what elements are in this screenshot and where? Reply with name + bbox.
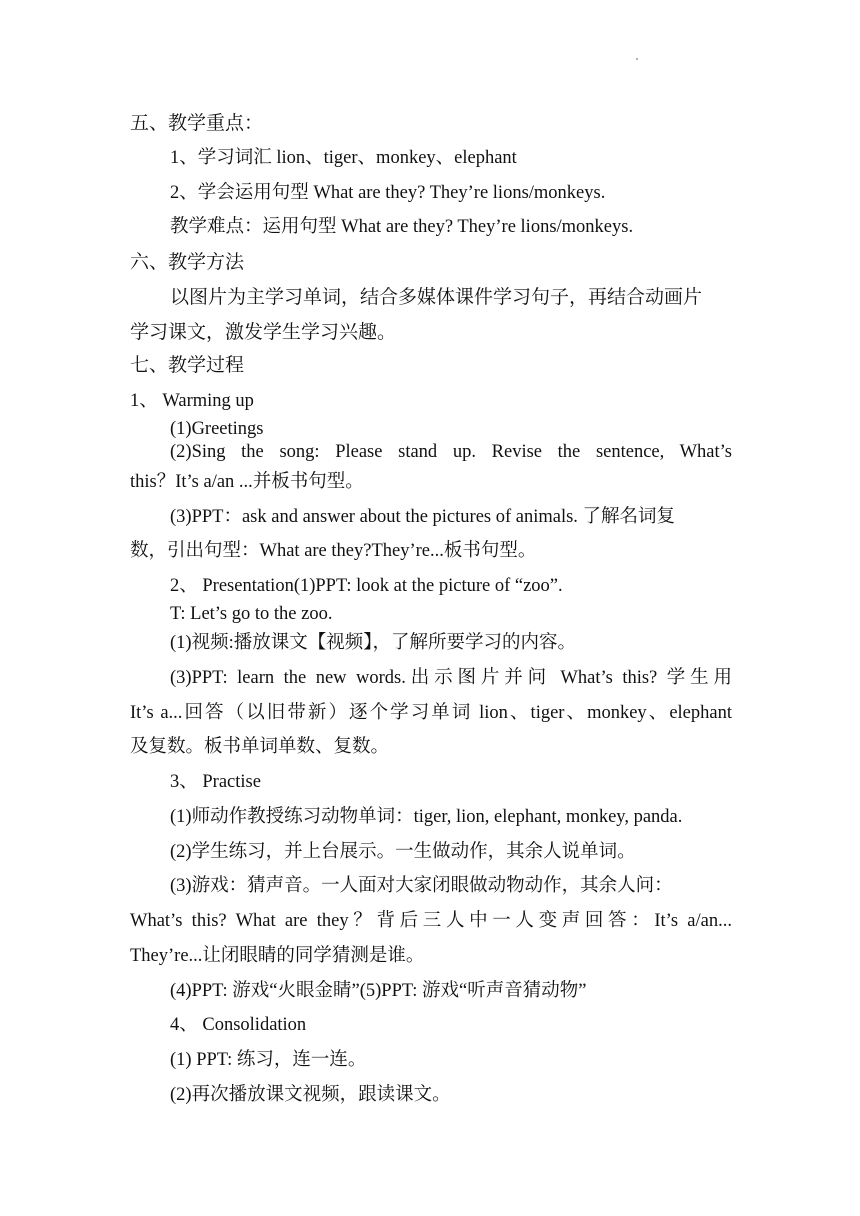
section6-para-line2: 学习课文，激发学生学习兴趣。 (130, 321, 397, 343)
step2-video: (1)视频:播放课文【视频】，了解所要学习的内容。 (170, 633, 576, 653)
step2-words-line1: (3)PPT: learn the new words.出示图片并问 What’s this? 学生用 (170, 668, 732, 688)
step4-c2: (2)再次播放课文视频，跟读课文。 (170, 1085, 451, 1105)
section5-difficulty: 教学难点：运用句型 What are they? They’re lions/monkeys. (170, 217, 634, 237)
section5-heading: 五、教学重点： (130, 112, 264, 134)
step2-words-line2: It’s a...回答（以旧带新）逐个学习单词 lion、tiger、monkey、elephant (130, 703, 732, 723)
step1-title: 1、 Warming up (130, 391, 254, 411)
step1-sing-line1: (2)Sing the song: Please stand up. Revise the sentence, What’s (170, 442, 732, 462)
step2-teacher: T: Let’s go to the zoo. (170, 604, 333, 624)
section7-heading: 七、教学过程 (130, 354, 245, 376)
step4-title: 4、 Consolidation (170, 1015, 307, 1035)
step3-p2: (2)学生练习，并上台展示。一生做动作，其余人说单词。 (170, 842, 636, 862)
step1-sing-line2: this？It’s a/an ...并板书句型。 (130, 472, 364, 492)
step3-p3-line3: They’re...让闭眼睛的同学猜测是谁。 (130, 946, 425, 966)
step1-greetings: (1)Greetings (170, 419, 264, 439)
step1-ppt-line2: 数，引出句型：What are they?They’re...板书句型。 (130, 541, 537, 561)
section5-item1: 1、学习词汇 lion、tiger、monkey、elephant (170, 148, 517, 168)
step1-ppt-line1: (3)PPT：ask and answer about the pictures of animals. 了解名词复 (170, 507, 676, 527)
step2-words-line3: 及复数。板书单词单数、复数。 (130, 737, 390, 757)
step3-p3-line2: What’s this? What are they？背后三人中一人变声回答：It’s a/an... (130, 911, 732, 931)
section5-item2: 2、学会运用句型 What are they? They’re lions/monkeys. (170, 183, 606, 203)
step3-p4: (4)PPT: 游戏“火眼金睛”(5)PPT: 游戏“听声音猜动物” (170, 981, 587, 1001)
step3-p1: (1)师动作教授练习动物单词：tiger, lion, elephant, monkey, panda. (170, 807, 683, 827)
step2-title: 2、 Presentation(1)PPT: look at the picture of “zoo”. (170, 576, 563, 596)
section6-heading: 六、教学方法 (130, 251, 245, 273)
step4-c1: (1) PPT: 练习，连一连。 (170, 1050, 367, 1070)
step3-title: 3、 Practise (170, 772, 261, 792)
page-dot (636, 58, 638, 60)
section6-para-line1: 以图片为主学习单词，结合多媒体课件学习句子，再结合动画片 (170, 286, 703, 308)
step3-p3-line1: (3)游戏：猜声音。一人面对大家闭眼做动物动作，其余人问： (170, 876, 673, 896)
